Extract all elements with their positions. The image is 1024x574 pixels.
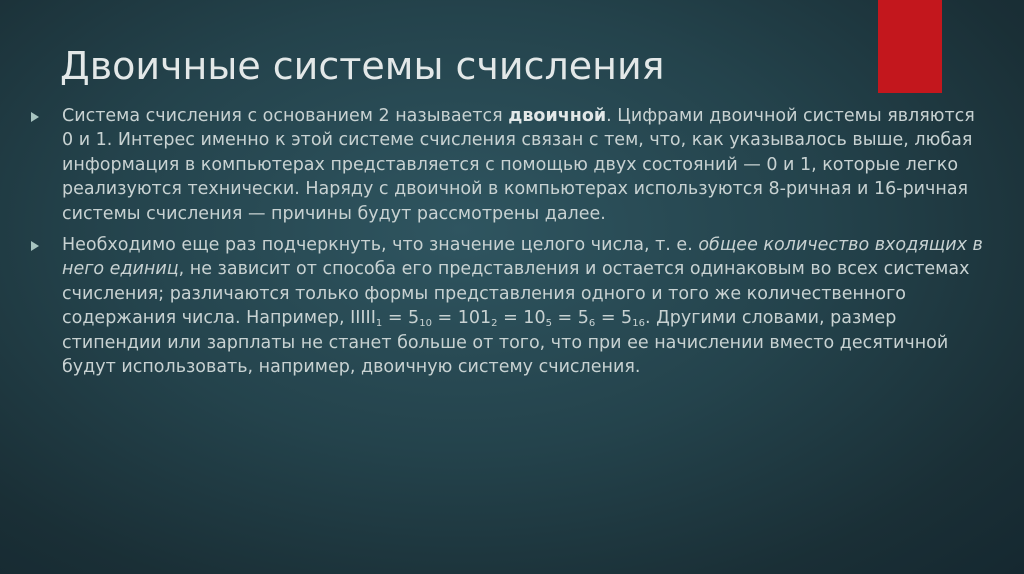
bullet-1-bold-term: двоичной xyxy=(508,106,607,126)
base-subscript: 5 xyxy=(545,318,552,330)
equation-part: = 5 xyxy=(595,308,633,329)
equation-part: = 5 xyxy=(551,308,589,329)
triangle-bullet-icon xyxy=(31,112,39,122)
slide-title: Двоичные системы счисления xyxy=(60,44,665,88)
bullet-item-1 xyxy=(30,104,990,226)
bullet-text-1 xyxy=(62,106,975,224)
base-subscript: 1 xyxy=(375,318,383,330)
equation-part: = 101 xyxy=(431,308,492,329)
equation-part: = 5 xyxy=(382,308,420,329)
bullet-text-2 xyxy=(62,235,983,377)
bullet-2-text-end: . Другими словами, размер стипендии или зарплаты не станет больше от того, что при ее начислении вместо десятичной будут использовать, например, двоичную систему счисления. xyxy=(62,308,949,378)
base-subscript: 16 xyxy=(632,318,645,330)
bullet-2-text-middle: , не зависит от способа его представления и остается одинаковым во всех системах счисления; различаются только формы представления одного и того же количественного содержания числа. Например, IIIII xyxy=(62,259,970,329)
bullet-item-2 xyxy=(30,233,990,379)
equation-part: = 10 xyxy=(497,308,546,329)
bullet-2-italic-phrase: общее количество входящих в него единиц xyxy=(62,235,983,280)
bullet-1-text-end: . Цифрами двоичной системы являются 0 и 1. Интерес именно к этой системе счисления связан с тем, что, как указывалось выше, любая информация в компьютерах представляется с помощью двух состояний — 0 и 1, которые легко реализуются технически. Наряду с двоичной в компьютерах используются 8-ричная и 16-ричная системы счисления — причины будут рассмотрены далее. xyxy=(62,106,975,224)
base-subscript: 10 xyxy=(419,318,432,330)
bullet-1-text-start: Система счисления с основанием 2 называется xyxy=(62,106,509,126)
triangle-bullet-icon xyxy=(31,241,39,251)
base-subscript: 6 xyxy=(588,318,596,330)
accent-bar xyxy=(878,0,942,93)
slide-content xyxy=(30,104,990,386)
bullet-2-text-start: Необходимо еще раз подчеркнуть, что значение целого числа, т. е. xyxy=(62,235,699,256)
base-subscript: 2 xyxy=(491,318,498,330)
